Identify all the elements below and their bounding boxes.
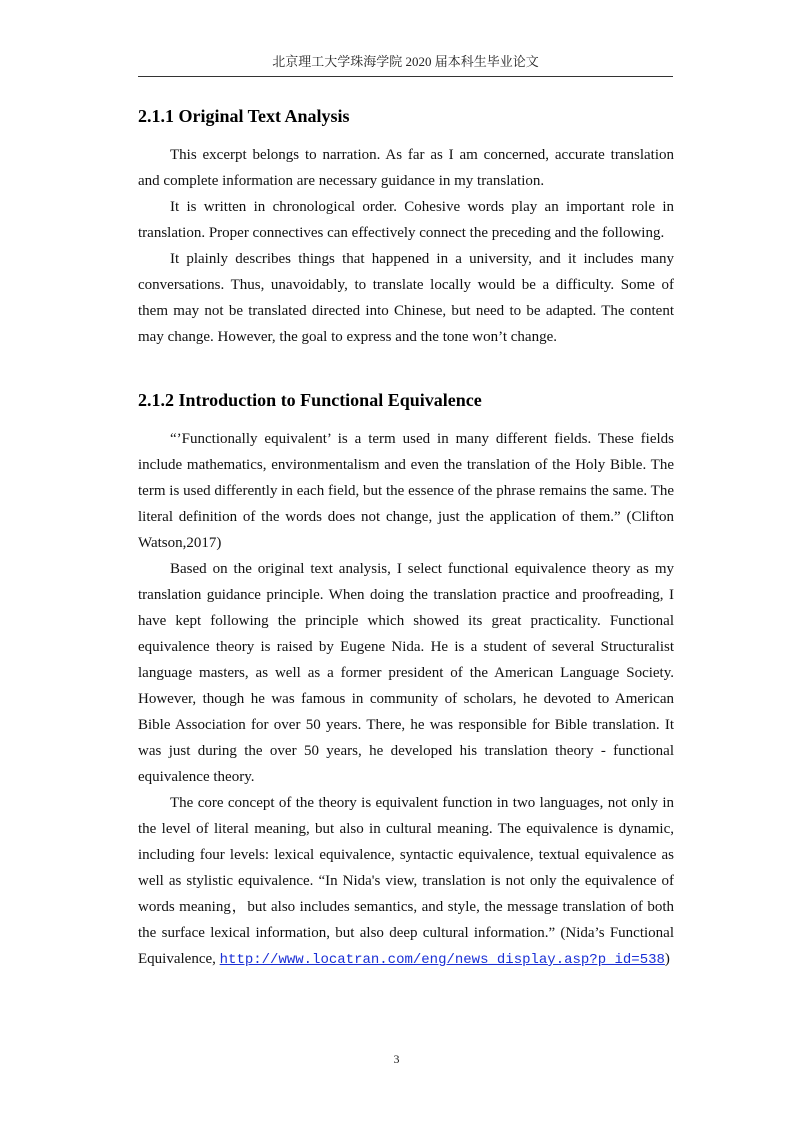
paragraph: This excerpt belongs to narration. As far as I am concerned, accurate translation and complete information are necessary guidance in my translation.	[138, 147, 674, 189]
paragraph: “’Functionally equivalent’ is a term used in many different fields. These fields include mathematics, environmentalism and even the translation of the Holy Bible. The term is used differently in each field, but the essence of the phrase remains the same. The literal definition of the words does not change, just the application of them.” (Clifton Watson,2017)	[138, 431, 674, 551]
page-body	[138, 104, 674, 973]
section-heading-original-text-analysis: 2.1.1 Original Text Analysis	[138, 106, 350, 126]
section-heading-functional-equivalence: 2.1.2 Introduction to Functional Equivalence	[138, 390, 482, 410]
page-number: 3	[393, 1052, 400, 1066]
paragraph: Based on the original text analysis, I select functional equivalence theory as my translation guidance principle. When doing the translation practice and proofreading, I have kept following the principle which showed its great practicality. Functional equivalence theory is raised by Eugene Nida. He is a student of several Structuralist language masters, as well as a former president of the American Language Society. However, though he was famous in community of scholars, he devoted to American Bible Association for over 50 years. There, he was responsible for Bible translation. It was just during the over 50 years, he developed his translation theory - functional equivalence theory.	[138, 561, 674, 785]
paragraph-with-link	[138, 790, 674, 973]
paragraph: It is written in chronological order. Cohesive words play an important role in translation. Proper connectives can effectively connect the preceding and the following.	[138, 199, 674, 241]
paragraph: It plainly describes things that happened in a university, and it includes many conversations. Thus, unavoidably, to translate locally would be a difficulty. Some of them may not be translated directed into Chinese, but need to be adapted. The content may change. However, the goal to express and the tone won’t change.	[138, 251, 674, 345]
running-header: 北京理工大学珠海学院 2020 届本科生毕业论文	[138, 53, 673, 77]
closing-parenthesis: )	[664, 951, 670, 967]
reference-link[interactable]: http://www.locatran.com/eng/news_display.asp?p_id=538	[219, 952, 665, 968]
paragraph-text: The core concept of the theory is equivalent function in two languages, not only in the level of literal meaning, but also in cultural meaning. The equivalence is dynamic, including four levels: lexical equivalence, syntactic equivalence, textual equivalence as well as stylistic equivalence. “In Nida's view, translation is not only the equivalence of words meaning，but also includes semantics, and style, the message translation of both the surface lexical information, but also deep cultural information.” (Nida’s Functional Equivalence,	[138, 795, 674, 967]
